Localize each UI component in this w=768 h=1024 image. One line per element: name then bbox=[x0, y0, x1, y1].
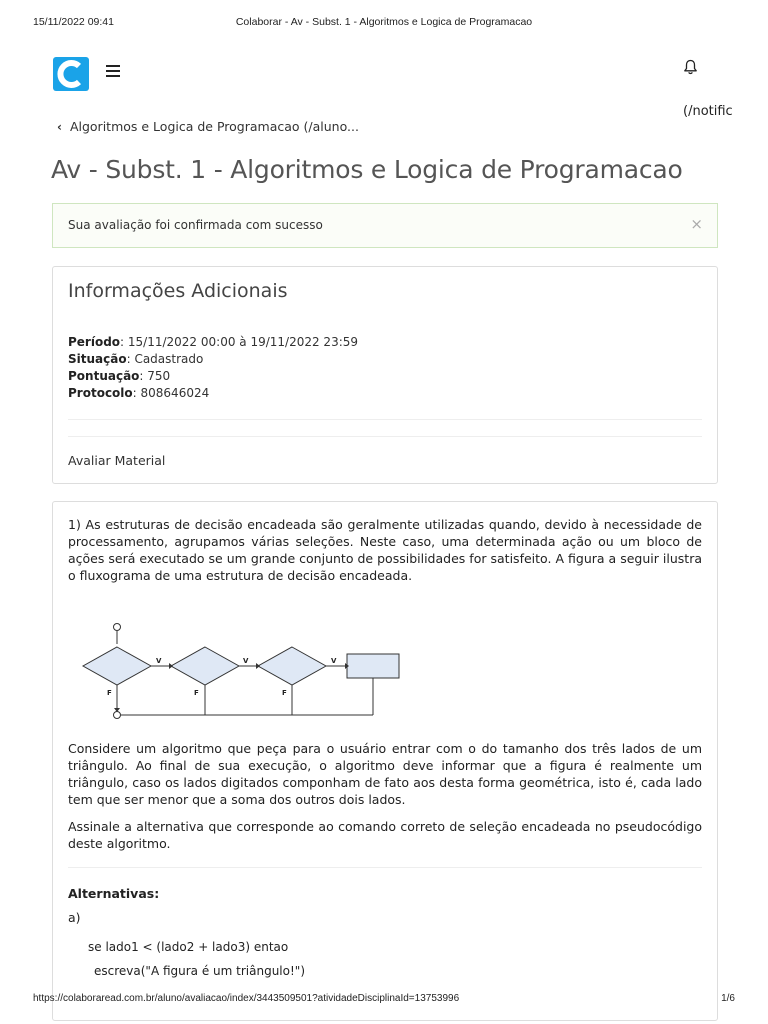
print-datetime: 15/11/2022 09:41 bbox=[33, 16, 114, 28]
print-url: https://colaboraread.com.br/aluno/avaliacao/index/3443509501?atividadeDisciplinaId=13753996 bbox=[33, 993, 460, 1004]
flow-arrowhead bbox=[169, 663, 173, 669]
hamburger-menu-icon[interactable] bbox=[106, 65, 120, 79]
print-header bbox=[33, 16, 735, 30]
breadcrumb[interactable] bbox=[57, 119, 359, 134]
flowchart-image bbox=[81, 622, 431, 732]
flow-label-f: F bbox=[282, 689, 287, 697]
flow-label-f: F bbox=[194, 689, 199, 697]
close-icon[interactable]: × bbox=[690, 215, 703, 233]
alternative-a-code-line: se lado1 < (lado2 + lado3) entao bbox=[88, 940, 289, 954]
additional-info-card bbox=[52, 266, 718, 484]
page-title: Av - Subst. 1 - Algoritmos e Logica de Programacao bbox=[51, 155, 683, 184]
question-card bbox=[52, 501, 718, 1021]
info-periodo: Período: 15/11/2022 00:00 à 19/11/2022 23:59 bbox=[68, 335, 359, 349]
alternative-a-label[interactable]: a) bbox=[68, 910, 81, 925]
divider bbox=[68, 419, 702, 420]
flow-label-v: V bbox=[156, 657, 162, 665]
flow-decision-3 bbox=[258, 647, 326, 685]
rate-material-link[interactable]: Avaliar Material bbox=[68, 453, 166, 468]
info-situacao: Situação: Cadastrado bbox=[68, 352, 204, 366]
flow-decision-1 bbox=[83, 647, 151, 685]
bell-icon[interactable] bbox=[683, 59, 698, 75]
flow-decision-2 bbox=[171, 647, 239, 685]
divider bbox=[68, 867, 702, 868]
alternative-a-code-line: escreva("A figura é um triângulo!") bbox=[94, 964, 305, 978]
alert-message: Sua avaliação foi confirmada com sucesso bbox=[68, 218, 323, 232]
flow-label-v: V bbox=[331, 657, 337, 665]
flow-arrowhead bbox=[114, 708, 120, 712]
flow-start-node bbox=[114, 624, 121, 631]
success-alert bbox=[52, 203, 718, 248]
info-list bbox=[68, 334, 358, 402]
divider bbox=[68, 436, 702, 437]
alternatives-heading: Alternativas: bbox=[68, 886, 160, 901]
flow-label-v: V bbox=[243, 657, 249, 665]
question-context: Considere um algoritmo que peça para o usuário entrar com o do tamanho dos três lados de um triângulo. Ao final de sua execução, o algoritmo deve informar que a figura é realmente um triângulo, caso os lados digitados componham de fato aos desta forma geométrica, isto é, cada lado tem que ser menor que a soma dos outros dois lados. bbox=[68, 741, 702, 807]
info-protocolo: Protocolo: 808646024 bbox=[68, 386, 210, 400]
logo-icon bbox=[53, 57, 89, 91]
info-pontuacao: Pontuação: 750 bbox=[68, 369, 171, 383]
chevron-left-icon: ‹ bbox=[57, 120, 62, 134]
breadcrumb-label: Algoritmos e Logica de Programacao (/aluno... bbox=[69, 119, 359, 134]
print-footer bbox=[33, 993, 735, 1007]
logo[interactable] bbox=[53, 57, 89, 91]
question-prompt: Assinale a alternativa que corresponde ao comando correto de seleção encadeada no pseudocódigo deste algoritmo. bbox=[68, 819, 702, 851]
question-statement: 1) As estruturas de decisão encadeada são geralmente utilizadas quando, devido à necessidade de processamento, agrupamos várias seleções. Neste caso, uma determinada ação ou um bloco de ações será executado se um grande conjunto de possibilidades for satisfeito. A figura a seguir ilustra o fluxograma de uma estrutura de decisão encadeada. bbox=[68, 517, 702, 583]
info-card-title: Informações Adicionais bbox=[68, 280, 288, 302]
flow-action-box bbox=[347, 654, 399, 678]
print-page-title: Colaborar - Av - Subst. 1 - Algoritmos e Logica de Programacao bbox=[235, 16, 533, 28]
flow-arrowhead bbox=[256, 663, 260, 669]
notifications-link[interactable]: (/notific bbox=[683, 104, 733, 119]
flow-end-node bbox=[114, 712, 121, 719]
flow-label-f: F bbox=[107, 689, 112, 697]
print-page-number: 1/6 bbox=[721, 993, 735, 1004]
